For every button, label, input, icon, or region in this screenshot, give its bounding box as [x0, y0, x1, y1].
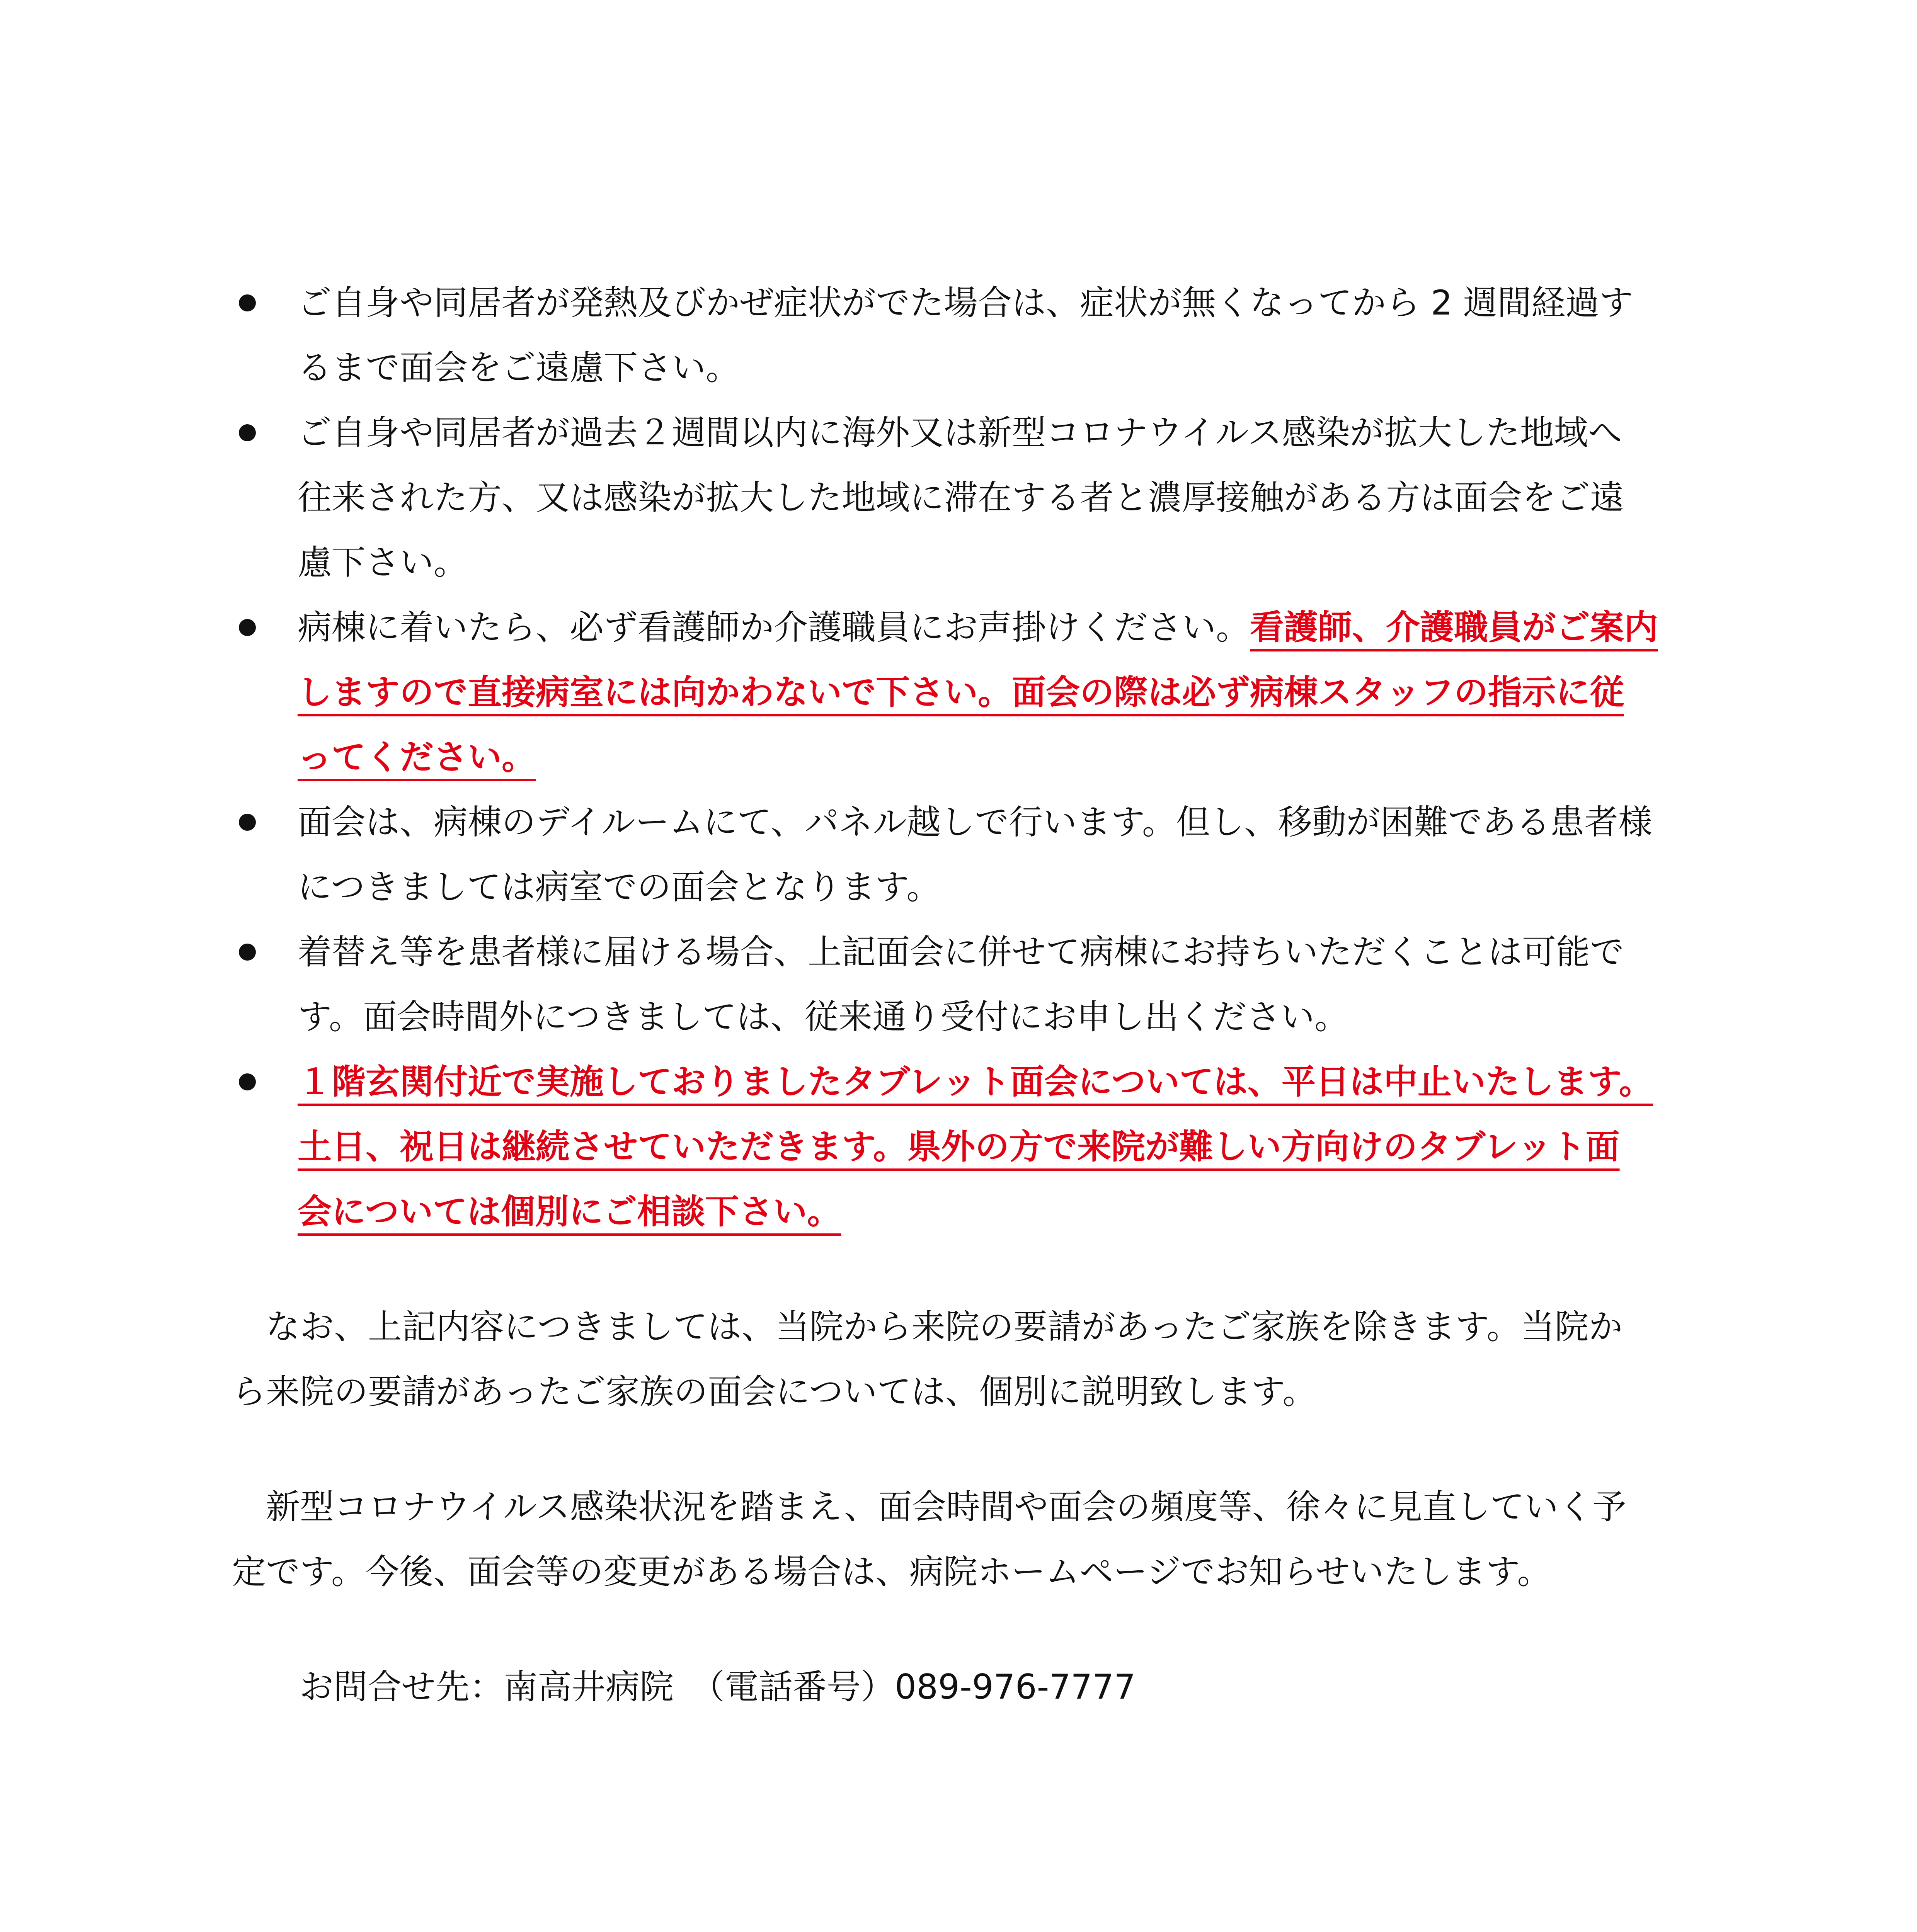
bullet-text-line: ご自身や同居者が過去２週間以内に海外又は新型コロナウイルス感染が拡大した地域へ [298, 413, 1622, 452]
bullet-text-line [298, 595, 1685, 660]
bullet-text-line: 慮下さい。 [298, 543, 468, 582]
note-paragraph [232, 1294, 1685, 1424]
emphasis-text: ってください。 [298, 737, 536, 777]
bullet-text-line: 着替え等を患者様に届ける場合、上記面会に併せて病棟にお持ちいただくことは可能で [298, 932, 1624, 972]
bullet-text-line [298, 660, 1685, 725]
bullet-text-line: るまで面会をご遠慮下さい。 [298, 348, 740, 388]
emphasis-text: 土日、祝日は継続させていただきます。県外の方で来院が難しい方向けのタブレット面 [298, 1127, 1620, 1167]
update-paragraph [232, 1475, 1685, 1604]
emphasis-text: １階玄関付近で実施しておりましたタブレット面会については、平日は中止いたします。 [298, 1062, 1653, 1102]
bullet-text-line [298, 1179, 1685, 1244]
contact-line: お問合せ先：南高井病院 （電話番号）089-976-7777 [300, 1667, 1136, 1707]
emphasis-text: 会については個別にご相談下さい。 [298, 1192, 841, 1231]
bullet-icon [239, 944, 256, 961]
emphasis-text: 看護師、介護職員がご案内 [1250, 607, 1658, 647]
bullet-icon [239, 424, 256, 441]
bullet-icon [239, 1073, 256, 1090]
issue-date [1243, 1920, 1685, 1932]
contact-info [232, 1655, 1685, 1719]
bullet-text-line: 面会は、病棟のデイルームにて、パネル越しで行います。但し、移動が困難である患者様 [298, 802, 1653, 842]
bullet-item-fever [232, 270, 1685, 400]
bullet-text-line [298, 1114, 1685, 1179]
bullet-text-line: 往来された方、又は感染が拡大した地域に滞在する者と濃厚接触がある方は面会をご遠 [298, 478, 1624, 517]
bullet-text-line: につきましては病室での面会となります。 [298, 867, 941, 907]
bullet-item-dayroom [232, 790, 1685, 920]
bullet-text-line: す。面会時間外につきましては、従来通り受付にお申し出ください。 [298, 997, 1349, 1037]
bullet-text-line [298, 1049, 1685, 1114]
bullet-text-line [298, 725, 1685, 790]
bullet-icon [239, 294, 256, 311]
bullet-text-line: ご自身や同居者が発熱及びかぜ症状がでた場合は、症状が無くなってから 2 週間経過す [298, 283, 1633, 323]
bullet-icon [239, 814, 256, 831]
bullet-item-tablet [232, 1049, 1685, 1244]
emphasis-text: しますので直接病室には向かわないで下さい。面会の際は必ず病棟スタッフの指示に従 [298, 672, 1624, 712]
paragraph-line: なお、上記内容につきましては、当院から来院の要請があったご家族を除きます。当院か [266, 1307, 1623, 1347]
paragraph-line: 新型コロナウイルス感染状況を踏まえ、面会時間や面会の頻度等、徐々に見直していく予 [266, 1487, 1627, 1527]
paragraph-line: 定です。今後、面会等の変更がある場合は、病院ホームページでお知らせいたします。 [232, 1552, 1551, 1592]
signature-block [1243, 1920, 1685, 1932]
visiting-rules-list [232, 270, 1685, 1244]
bullet-text: 病棟に着いたら、必ず看護師か介護職員にお声掛けください。 [298, 607, 1250, 647]
bullet-item-ward-staff [232, 595, 1685, 790]
bullet-item-clothes [232, 920, 1685, 1049]
bullet-icon [239, 619, 256, 636]
document-body [232, 270, 1685, 1719]
bullet-item-travel [232, 400, 1685, 595]
paragraph-line: ら来院の要請があったご家族の面会については、個別に説明致します。 [232, 1372, 1317, 1412]
